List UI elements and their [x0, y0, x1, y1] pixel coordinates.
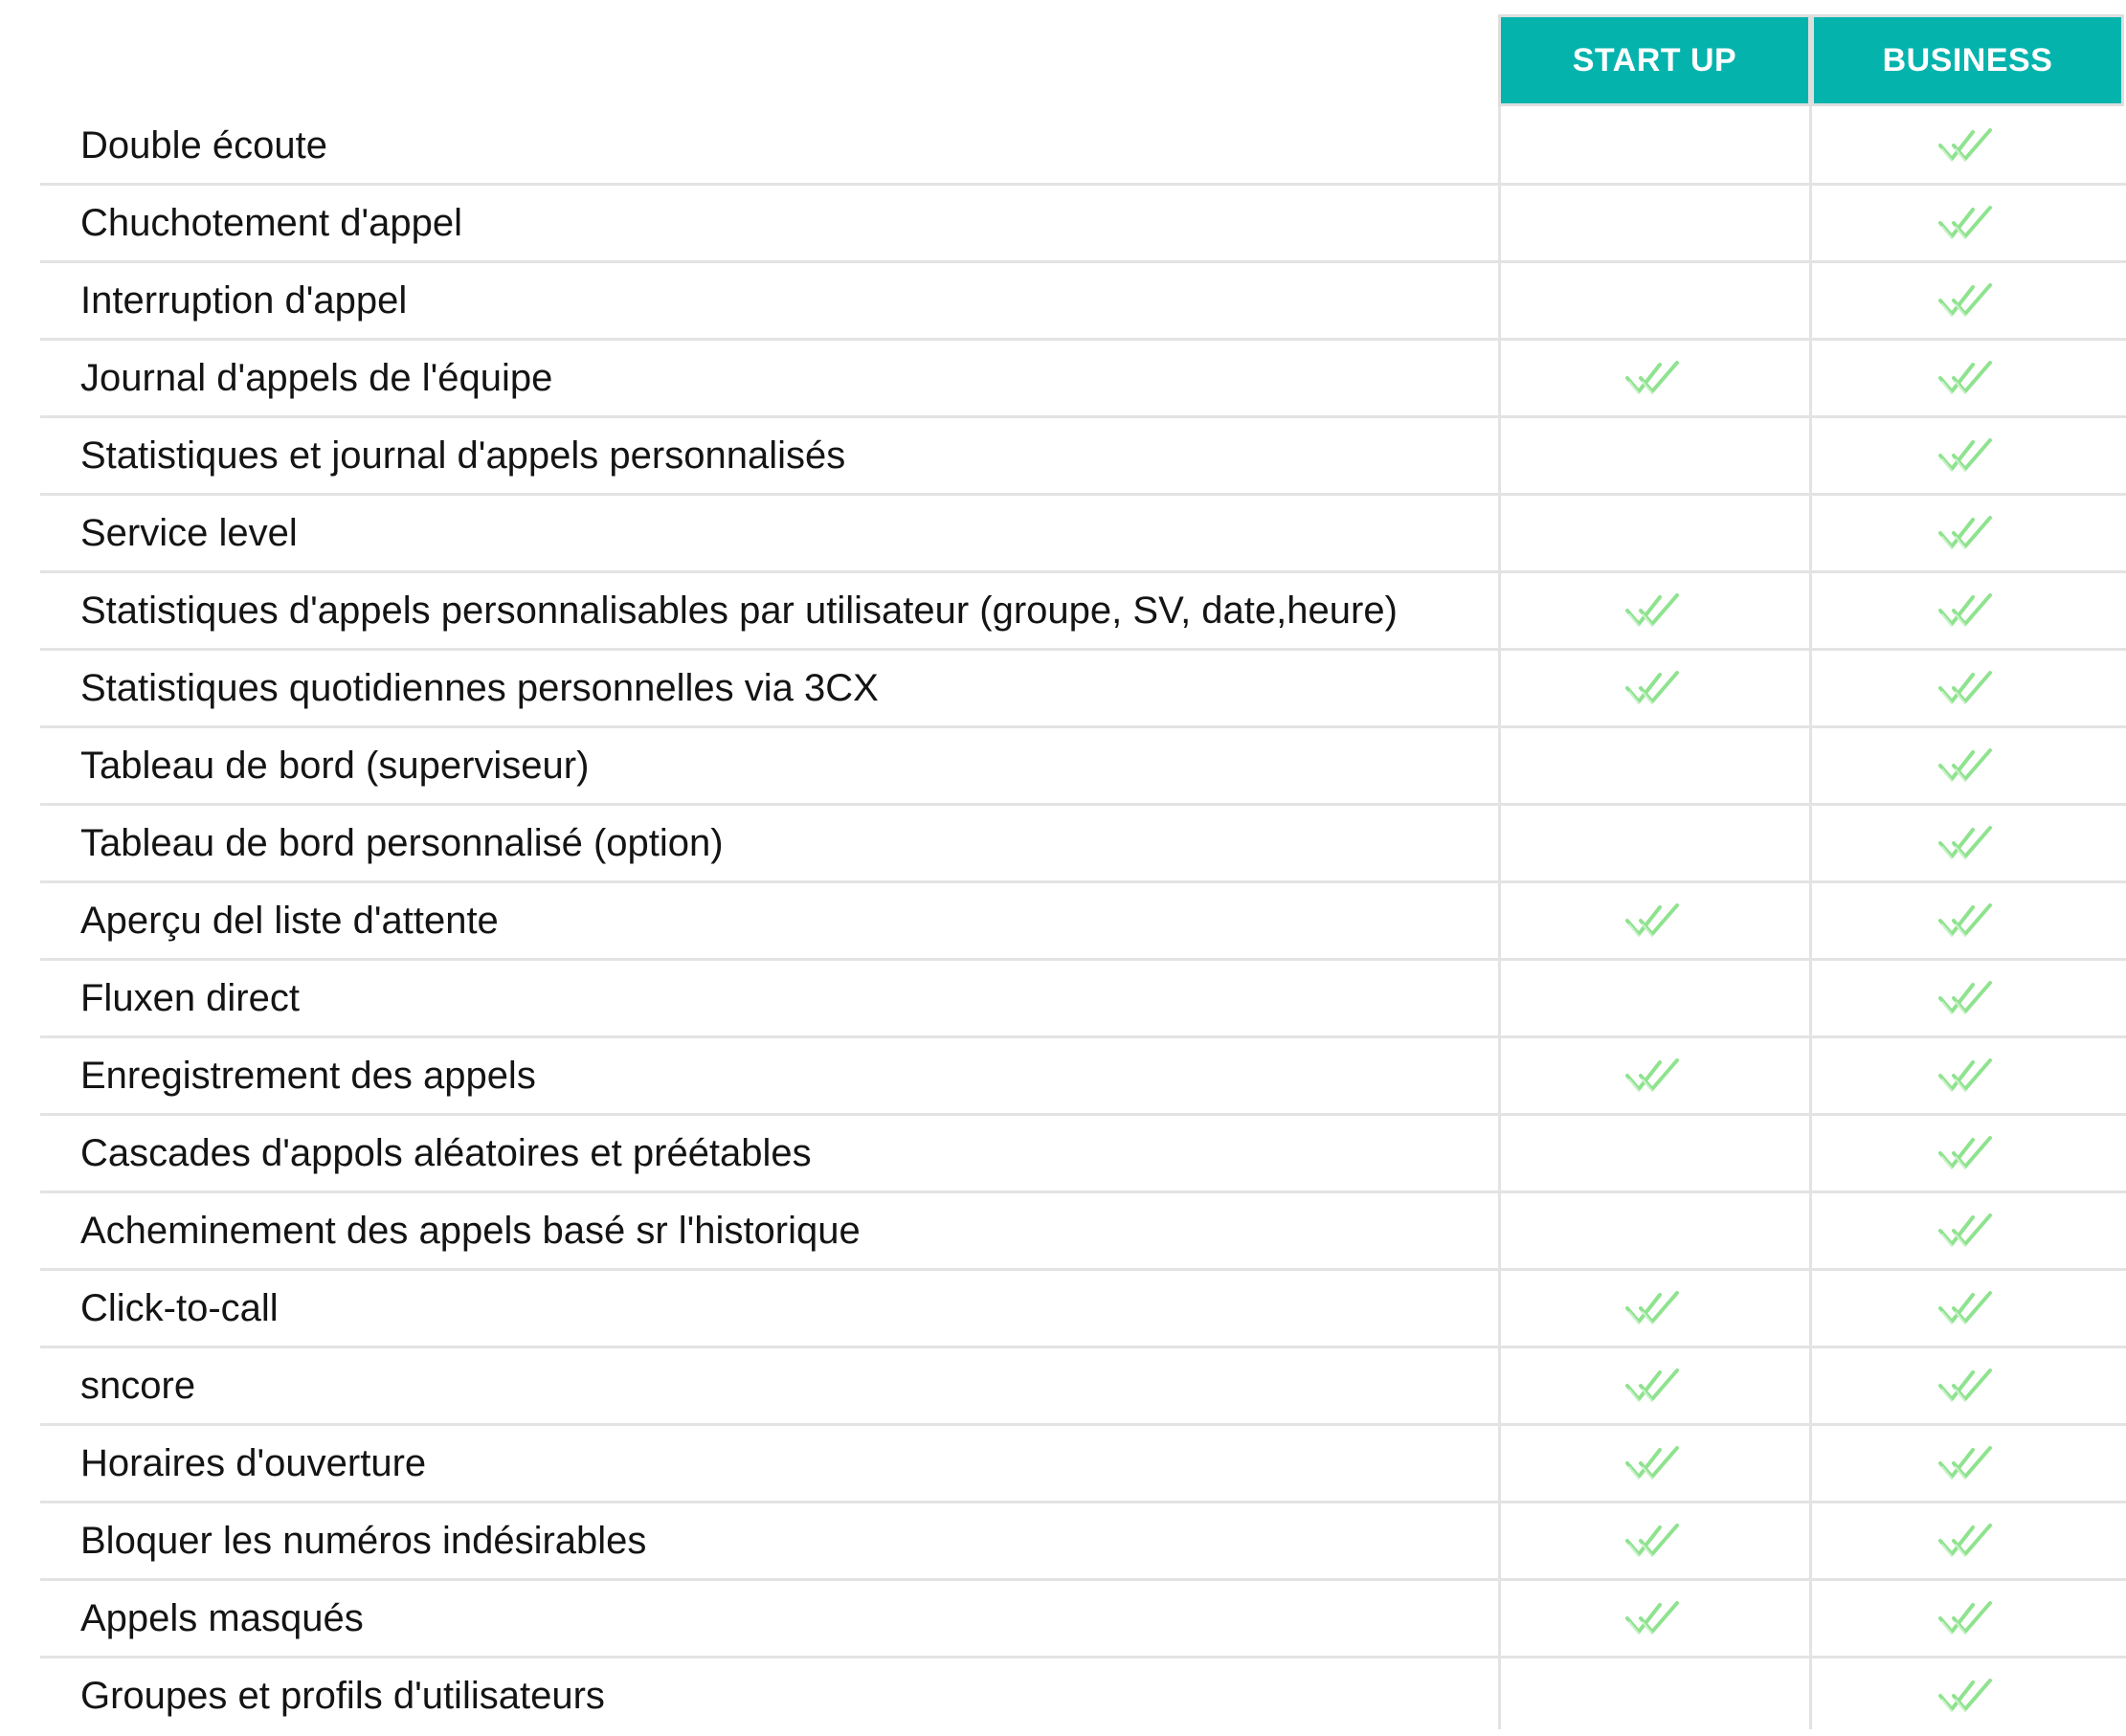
double-check-icon — [1623, 1520, 1687, 1562]
business-cell — [1812, 883, 2124, 958]
business-cell — [1812, 496, 2124, 570]
start-up-cell — [1501, 961, 1809, 1035]
double-check-icon — [1936, 1675, 2000, 1717]
double-check-icon — [1936, 667, 2000, 709]
feature-label: Appels masqués — [80, 1597, 364, 1639]
table-row — [0, 651, 2126, 728]
double-check-icon — [1936, 202, 2000, 244]
table-row — [0, 1426, 2126, 1503]
start-up-cell — [1501, 573, 1809, 648]
table-row — [0, 496, 2126, 573]
double-check-icon — [1936, 1055, 2000, 1097]
double-check-icon — [1936, 1132, 2000, 1174]
business-cell — [1812, 1348, 2124, 1423]
table-header — [0, 0, 2126, 108]
table-row — [0, 1116, 2126, 1193]
business-cell — [1812, 1658, 2124, 1733]
table-row — [0, 1581, 2126, 1658]
start-up-cell — [1501, 108, 1809, 183]
double-check-icon — [1936, 1287, 2000, 1329]
double-check-icon — [1936, 590, 2000, 632]
business-cell — [1812, 1116, 2124, 1191]
business-cell — [1812, 806, 2124, 880]
table-row — [0, 1038, 2126, 1116]
start-up-cell — [1501, 1581, 1809, 1656]
feature-label: Fluxen direct — [80, 977, 300, 1019]
business-cell — [1812, 108, 2124, 183]
table-row — [0, 1193, 2126, 1271]
feature-label: Acheminement des appels basé sr l'historique — [80, 1210, 861, 1252]
feature-label: Statistiques d'appels personnalisables par utilisateur (groupe, SV, date,heure) — [80, 590, 1398, 632]
double-check-icon — [1936, 745, 2000, 787]
double-check-icon — [1623, 590, 1687, 632]
double-check-icon — [1623, 357, 1687, 399]
feature-label: Interruption d'appel — [80, 279, 408, 322]
double-check-icon — [1623, 1597, 1687, 1639]
double-check-icon — [1936, 1365, 2000, 1407]
table-row — [0, 108, 2126, 186]
feature-label: Statistiques quotidiennes personnelles via 3CX — [80, 667, 879, 709]
double-check-icon — [1936, 1210, 2000, 1252]
double-check-icon — [1936, 1520, 2000, 1562]
double-check-icon — [1936, 512, 2000, 554]
double-check-icon — [1936, 279, 2000, 322]
table-row — [0, 186, 2126, 263]
table-row — [0, 728, 2126, 806]
business-cell — [1812, 573, 2124, 648]
start-up-cell — [1501, 263, 1809, 338]
business-cell — [1812, 341, 2124, 415]
double-check-icon — [1936, 1597, 2000, 1639]
column-header-start-up[interactable]: START UP — [1498, 14, 1811, 106]
start-up-cell — [1501, 883, 1809, 958]
double-check-icon — [1936, 434, 2000, 477]
feature-label: Double écoute — [80, 124, 327, 167]
table-row — [0, 1503, 2126, 1581]
start-up-cell — [1501, 651, 1809, 725]
feature-label: Horaires d'ouverture — [80, 1442, 427, 1484]
double-check-icon — [1623, 1287, 1687, 1329]
table-row — [0, 1348, 2126, 1426]
business-cell — [1812, 1426, 2124, 1501]
business-cell — [1812, 1581, 2124, 1656]
feature-label: Chuchotement d'appel — [80, 202, 463, 244]
business-cell — [1812, 263, 2124, 338]
start-up-cell — [1501, 341, 1809, 415]
double-check-icon — [1936, 977, 2000, 1019]
double-check-icon — [1623, 900, 1687, 942]
double-check-icon — [1623, 1442, 1687, 1484]
business-cell — [1812, 1271, 2124, 1346]
table-row — [0, 263, 2126, 341]
table-row — [0, 418, 2126, 496]
business-cell — [1812, 1038, 2124, 1113]
feature-label: sncore — [80, 1365, 196, 1407]
double-check-icon — [1936, 124, 2000, 167]
feature-label: Tableau de bord (superviseur) — [80, 745, 590, 787]
table-row — [0, 341, 2126, 418]
double-check-icon — [1623, 667, 1687, 709]
double-check-icon — [1623, 1365, 1687, 1407]
business-cell — [1812, 961, 2124, 1035]
double-check-icon — [1623, 1055, 1687, 1097]
column-header-business[interactable]: BUSINESS — [1811, 14, 2124, 106]
start-up-cell — [1501, 806, 1809, 880]
double-check-icon — [1936, 900, 2000, 942]
start-up-cell — [1501, 1426, 1809, 1501]
business-cell — [1812, 728, 2124, 803]
business-cell — [1812, 1503, 2124, 1578]
feature-label: Service level — [80, 512, 298, 554]
feature-label: Cascades d'appols aléatoires et préétables — [80, 1132, 812, 1174]
feature-label: Tableau de bord personnalisé (option) — [80, 822, 724, 864]
business-cell — [1812, 651, 2124, 725]
start-up-cell — [1501, 1348, 1809, 1423]
table-row — [0, 806, 2126, 883]
double-check-icon — [1936, 1442, 2000, 1484]
feature-label: Groupes et profils d'utilisateurs — [80, 1675, 605, 1717]
start-up-cell — [1501, 1193, 1809, 1268]
table-row — [0, 1271, 2126, 1348]
table-row — [0, 883, 2126, 961]
start-up-cell — [1501, 186, 1809, 260]
start-up-cell — [1501, 1116, 1809, 1191]
start-up-cell — [1501, 496, 1809, 570]
feature-label: Click-to-call — [80, 1287, 279, 1329]
table-row — [0, 573, 2126, 651]
feature-label: Statistiques et journal d'appels personnalisés — [80, 434, 846, 477]
table-row — [0, 1658, 2126, 1736]
feature-label: Enregistrement des appels — [80, 1055, 536, 1097]
table-body — [0, 108, 2126, 1736]
feature-label: Journal d'appels de l'équipe — [80, 357, 553, 399]
double-check-icon — [1936, 357, 2000, 399]
double-check-icon — [1936, 822, 2000, 864]
start-up-cell — [1501, 418, 1809, 493]
start-up-cell — [1501, 728, 1809, 803]
table-row — [0, 961, 2126, 1038]
business-cell — [1812, 186, 2124, 260]
business-cell — [1812, 418, 2124, 493]
start-up-cell — [1501, 1503, 1809, 1578]
feature-label: Bloquer les numéros indésirables — [80, 1520, 647, 1562]
feature-label: Aperçu del liste d'attente — [80, 900, 499, 942]
start-up-cell — [1501, 1038, 1809, 1113]
business-cell — [1812, 1193, 2124, 1268]
start-up-cell — [1501, 1271, 1809, 1346]
start-up-cell — [1501, 1658, 1809, 1733]
